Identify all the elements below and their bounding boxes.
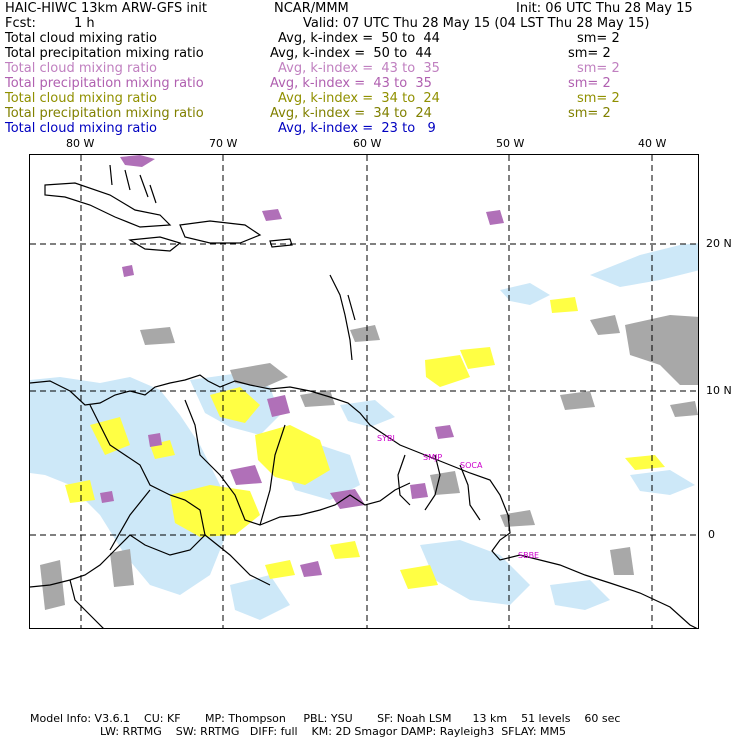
field-avg: Avg, k-index = 43 to 35 [278, 61, 440, 76]
lat-label-0: 0 [708, 528, 715, 541]
field-avg: Avg, k-index = 50 to 44 [278, 31, 440, 46]
fcst-label: Fcst: [5, 16, 36, 31]
field-avg: Avg, k-index = 43 to 35 [270, 76, 432, 91]
station-soca: SOCA [460, 461, 483, 470]
field-name: Total precipitation mixing ratio [5, 76, 204, 91]
field-avg: Avg, k-index = 23 to 9 [278, 121, 436, 136]
field-avg: Avg, k-index = 34 to 24 [278, 91, 440, 106]
valid-time: Valid: 07 UTC Thu 28 May 15 (04 LST Thu 28 May 15) [303, 16, 650, 31]
field-name: Total cloud mixing ratio [5, 121, 158, 136]
lon-label-40w: 40 W [638, 137, 667, 150]
field-sm: sm= 2 [577, 91, 620, 106]
model-info-line2: LW: RRTMG SW: RRTMG DIFF: full KM: 2D Smagor DAMP: Rayleigh3 SFLAY: MM5 [100, 725, 566, 738]
field-sm: sm= 2 [577, 61, 620, 76]
field-avg: Avg, k-index = 50 to 44 [270, 46, 432, 61]
init-time: Init: 06 UTC Thu 28 May 15 [516, 1, 693, 16]
field-name: Total precipitation mixing ratio [5, 106, 204, 121]
field-name: Total cloud mixing ratio [5, 91, 158, 106]
field-name: Total cloud mixing ratio [5, 31, 158, 46]
field-name: Total precipitation mixing ratio [5, 46, 204, 61]
field-sm: sm= 2 [577, 31, 620, 46]
map-canvas [30, 155, 699, 629]
lon-label-70w: 70 W [209, 137, 238, 150]
lon-label-80w: 80 W [66, 137, 95, 150]
station-sbbe: SBBE [518, 551, 540, 560]
lat-label-20n: 20 N [706, 237, 732, 250]
field-sm: sm= 2 [568, 76, 611, 91]
station-sybi: SYBI [377, 434, 395, 443]
org-label: NCAR/MMM [274, 1, 349, 16]
fcst-value: 1 h [74, 16, 95, 31]
field-sm: sm= 2 [568, 106, 611, 121]
field-sm: sm= 2 [568, 46, 611, 61]
map-panel [29, 154, 699, 629]
field-name: Total cloud mixing ratio [5, 61, 158, 76]
station-smjp: SMJP [423, 453, 443, 462]
lon-label-60w: 60 W [353, 137, 382, 150]
field-avg: Avg, k-index = 34 to 24 [270, 106, 432, 121]
lat-label-10n: 10 N [706, 384, 732, 397]
model-info-line1: Model Info: V3.6.1 CU: KF MP: Thompson PBL: YSU SF: Noah LSM 13 km 51 levels 60 sec [30, 712, 621, 725]
lon-label-50w: 50 W [496, 137, 525, 150]
product-title: HAIC-HIWC 13km ARW-GFS init [5, 1, 207, 16]
